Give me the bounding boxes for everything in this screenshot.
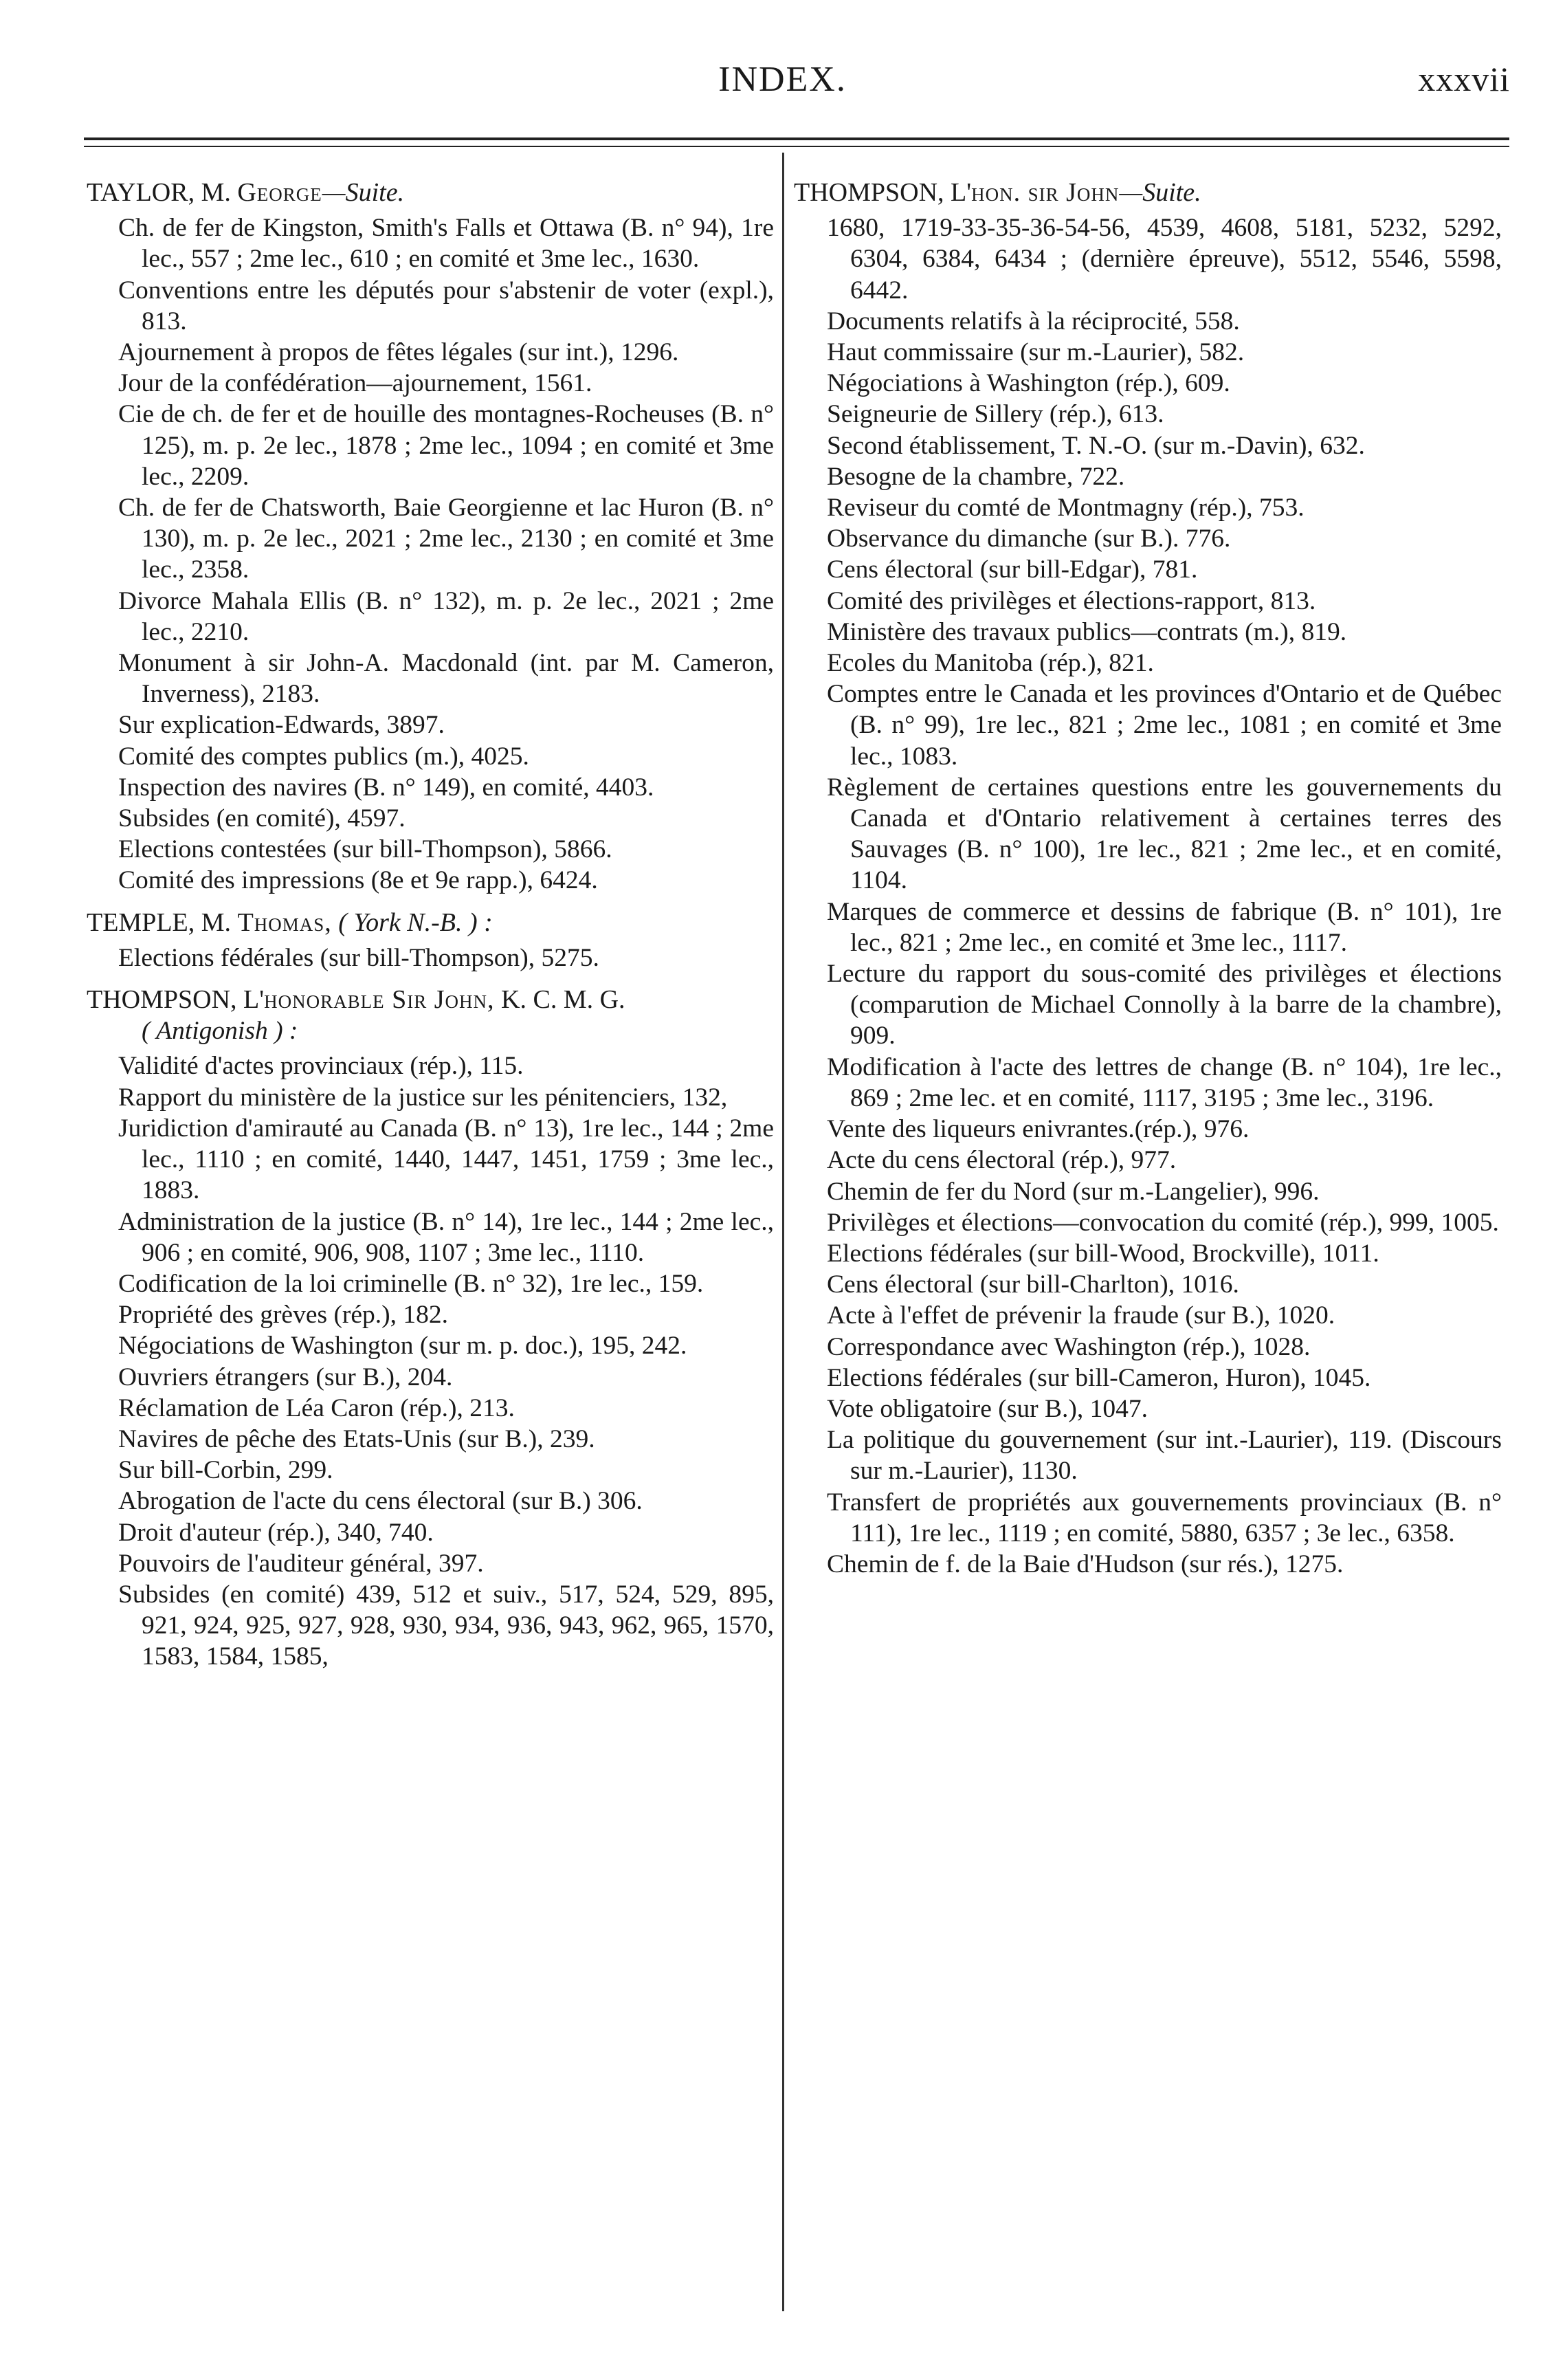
list-item: Rapport du ministère de la justice sur les pénitenciers, 132, — [118, 1083, 728, 1112]
list-item: Elections fédérales (sur bill-Wood, Brockville), 1011. — [827, 1239, 1379, 1268]
list-item: Réclamation de Léa Caron (rép.), 213. — [118, 1393, 515, 1422]
page-title: INDEX. — [718, 60, 847, 99]
list-item: Ajournement à propos de fêtes légales (sur int.), 1296. — [118, 338, 679, 367]
list-item: Propriété des grèves (rép.), 182. — [118, 1301, 449, 1330]
list-item: Ministère des travaux publics—contrats (m.), 819. — [827, 617, 1347, 646]
list-item: Chemin de f. de la Baie d'Hudson (sur rés.), 1275. — [827, 1550, 1344, 1578]
list-item: Ecoles du Manitoba (rép.), 821. — [827, 649, 1154, 678]
entry-head-taylor — [87, 177, 774, 208]
list-item: Privilèges et élections—convocation du comité (rép.), 999, 1005. — [827, 1208, 1499, 1237]
list-item: Jour de la confédération—ajournement, 1561. — [118, 369, 592, 398]
entry-surname: TAYLOR, M. — [87, 178, 231, 207]
entry-suite: —Suite. — [1119, 178, 1201, 207]
list-item: Sur bill-Corbin, 299. — [118, 1456, 333, 1485]
entry-head-thompson — [87, 984, 774, 1015]
list-item: Second établissement, T. N.-O. (sur m.-Davin), 632. — [827, 431, 1365, 460]
list-item: 1680, 1719-33-35-36-54-56, 4539, 4608, 5181, 5232, 5292, 6304, 6384, 6434 ; (dernière épreuve), 5512, 5546, 5598, 6442. — [827, 214, 1502, 305]
list-item: Abrogation de l'acte du cens électoral (sur B.) 306. — [118, 1487, 643, 1516]
list-item: Cens électoral (sur bill-Edgar), 781. — [827, 555, 1198, 584]
list-item: Comptes entre le Canada et les provinces d'Ontario et de Québec (B. n° 99), 1re lec., 821 ; 2me lec., 1081 ; en comité et 3me lec., 1083. — [827, 680, 1502, 771]
list-item: Subsides (en comité), 4597. — [118, 804, 406, 833]
list-item: Validité d'actes provinciaux (rép.), 115. — [118, 1052, 524, 1081]
list-item: Besogne de la chambre, 722. — [827, 462, 1125, 491]
list-item: Lecture du rapport du sous-comité des privilèges et élections (comparution de Michael Connolly à la barre de la chambre), 909. — [827, 960, 1502, 1050]
list-item: Cens électoral (sur bill-Charlton), 1016. — [827, 1270, 1239, 1299]
list-item: Divorce Mahala Ellis (B. n° 132), m. p. 2e lec., 2021 ; 2me lec., 2210. — [118, 586, 774, 646]
list-item: Elections fédérales (sur bill-Cameron, Huron), 1045. — [827, 1363, 1371, 1392]
list-item: Chemin de fer du Nord (sur m.-Langelier), 996. — [827, 1177, 1320, 1206]
running-head — [0, 59, 1565, 114]
column-divider — [782, 153, 784, 2311]
list-item: Pouvoirs de l'auditeur général, 397. — [118, 1549, 484, 1578]
list-item: Subsides (en comité) 439, 512 et suiv., 517, 524, 529, 895, 921, 924, 925, 927, 928, 930, 934, 936, 943, 962, 965, 1570, 1583, 1584, 1585, — [118, 1580, 774, 1671]
page-number: xxxvii — [1418, 60, 1510, 98]
list-item: Vote obligatoire (sur B.), 1047. — [827, 1394, 1148, 1423]
list-item: Codification de la loi criminelle (B. n° 32), 1re lec., 159. — [118, 1269, 704, 1298]
entry-honours: K. C. M. G. — [501, 985, 625, 1015]
left-column — [87, 177, 774, 1673]
list-item: Transfert de propriétés aux gouvernements provinciaux (B. n° 111), 1re lec., 1119 ; en comité, 5880, 6357 ; 3e lec., 6358. — [827, 1488, 1502, 1547]
list-item: Comité des comptes publics (m.), 4025. — [118, 742, 529, 771]
entry-suite: —Suite. — [322, 178, 405, 207]
list-item: Modification à l'acte des lettres de change (B. n° 104), 1re lec., 869 ; 2me lec. et en comité, 1117, 3195 ; 3me lec., 3196. — [827, 1053, 1502, 1112]
entry-head-thompson-cont — [794, 177, 1502, 208]
entry-given-name: Thomas, — [237, 907, 332, 937]
list-item: Comité des privilèges et élections-rapport, 813. — [827, 586, 1316, 615]
list-item: Juridiction d'amirauté au Canada (B. n° 13), 1re lec., 144 ; 2me lec., 1110 ; en comité, 1440, 1447, 1451, 1759 ; 3me lec., 1883. — [118, 1114, 774, 1205]
list-item: Marques de commerce et dessins de fabrique (B. n° 101), 1re lec., 821 ; 2me lec., en comité et 3me lec., 1117. — [827, 897, 1502, 957]
header-rule-thin — [84, 146, 1509, 147]
list-item: La politique du gouvernement (sur int.-Laurier), 119. (Discours sur m.-Laurier), 1130. — [827, 1426, 1502, 1486]
list-item: Acte à l'effet de prévenir la fraude (sur B.), 1020. — [827, 1301, 1335, 1330]
list-item: Documents relatifs à la réciprocité, 558. — [827, 307, 1240, 335]
list-item: Acte du cens électoral (rép.), 977. — [827, 1146, 1177, 1175]
list-item: Inspection des navires (B. n° 149), en comité, 4403. — [118, 773, 654, 802]
entry-surname: THOMPSON, L' — [87, 985, 265, 1015]
entry-title: honorable Sir John, — [264, 985, 495, 1015]
list-item: Correspondance avec Washington (rép.), 1028. — [827, 1332, 1311, 1361]
list-item: Observance du dimanche (sur B.). 776. — [827, 525, 1231, 553]
entry-surname: TEMPLE, M. — [87, 907, 232, 937]
entry-head-temple — [87, 907, 774, 938]
list-item: Vente des liqueurs enivrantes.(rép.), 976. — [827, 1115, 1250, 1144]
entry-title: hon. sir John — [971, 178, 1120, 207]
right-column — [794, 177, 1502, 1580]
entry-given-name: George — [237, 178, 322, 207]
header-rule-thick — [84, 137, 1509, 140]
list-item: Reviseur du comté de Montmagny (rép.), 753. — [827, 494, 1305, 522]
list-item: Haut commissaire (sur m.-Laurier), 582. — [827, 338, 1245, 367]
list-item: Cie de ch. de fer et de houille des montagnes-Rocheuses (B. n° 125), m. p. 2e lec., 1878 ; 2me lec., 1094 ; en comité et 3me lec., 2209. — [118, 400, 774, 491]
list-item: Négociations de Washington (sur m. p. doc.), 195, 242. — [118, 1332, 687, 1360]
list-item: Règlement de certaines questions entre les gouvernements du Canada et d'Ontario relativement à certaines terres des Sauvages (B. n° 100), 1re lec., 821 ; 2me lec., et en comité, 1104. — [827, 773, 1502, 895]
list-item: Elections fédérales (sur bill-Thompson), 5275. — [118, 943, 599, 972]
entry-surname: THOMPSON, L' — [794, 178, 972, 207]
list-item: Ch. de fer de Chatsworth, Baie Georgienne et lac Huron (B. n° 130), m. p. 2e lec., 2021 ; 2me lec., 2130 ; en comité et 3me lec., 2358. — [118, 494, 774, 584]
entry-riding: ( York N.-B. ) : — [338, 907, 493, 937]
list-item: Ouvriers étrangers (sur B.), 204. — [118, 1363, 453, 1391]
list-item: Navires de pêche des Etats-Unis (sur B.), 239. — [118, 1424, 595, 1453]
list-item: Administration de la justice (B. n° 14), 1re lec., 144 ; 2me lec., 906 ; en comité, 906, 908, 1107 ; 3me lec., 1110. — [118, 1207, 774, 1267]
list-item: Conventions entre les députés pour s'abstenir de voter (expl.), 813. — [118, 276, 774, 335]
list-item: Monument à sir John-A. Macdonald (int. par M. Cameron, Inverness), 2183. — [118, 649, 774, 709]
list-item: Droit d'auteur (rép.), 340, 740. — [118, 1518, 434, 1547]
list-item: Seigneurie de Sillery (rép.), 613. — [827, 400, 1164, 429]
list-item: Elections contestées (sur bill-Thompson), 5866. — [118, 835, 612, 864]
entry-riding: ( Antigonish ) : — [142, 1017, 298, 1046]
list-item: Comité des impressions (8e et 9e rapp.), 6424. — [118, 866, 598, 895]
list-item: Sur explication-Edwards, 3897. — [118, 711, 445, 740]
list-item: Ch. de fer de Kingston, Smith's Falls et Ottawa (B. n° 94), 1re lec., 557 ; 2me lec., 610 ; en comité et 3me lec., 1630. — [118, 214, 774, 274]
list-item: Négociations à Washington (rép.), 609. — [827, 369, 1230, 398]
